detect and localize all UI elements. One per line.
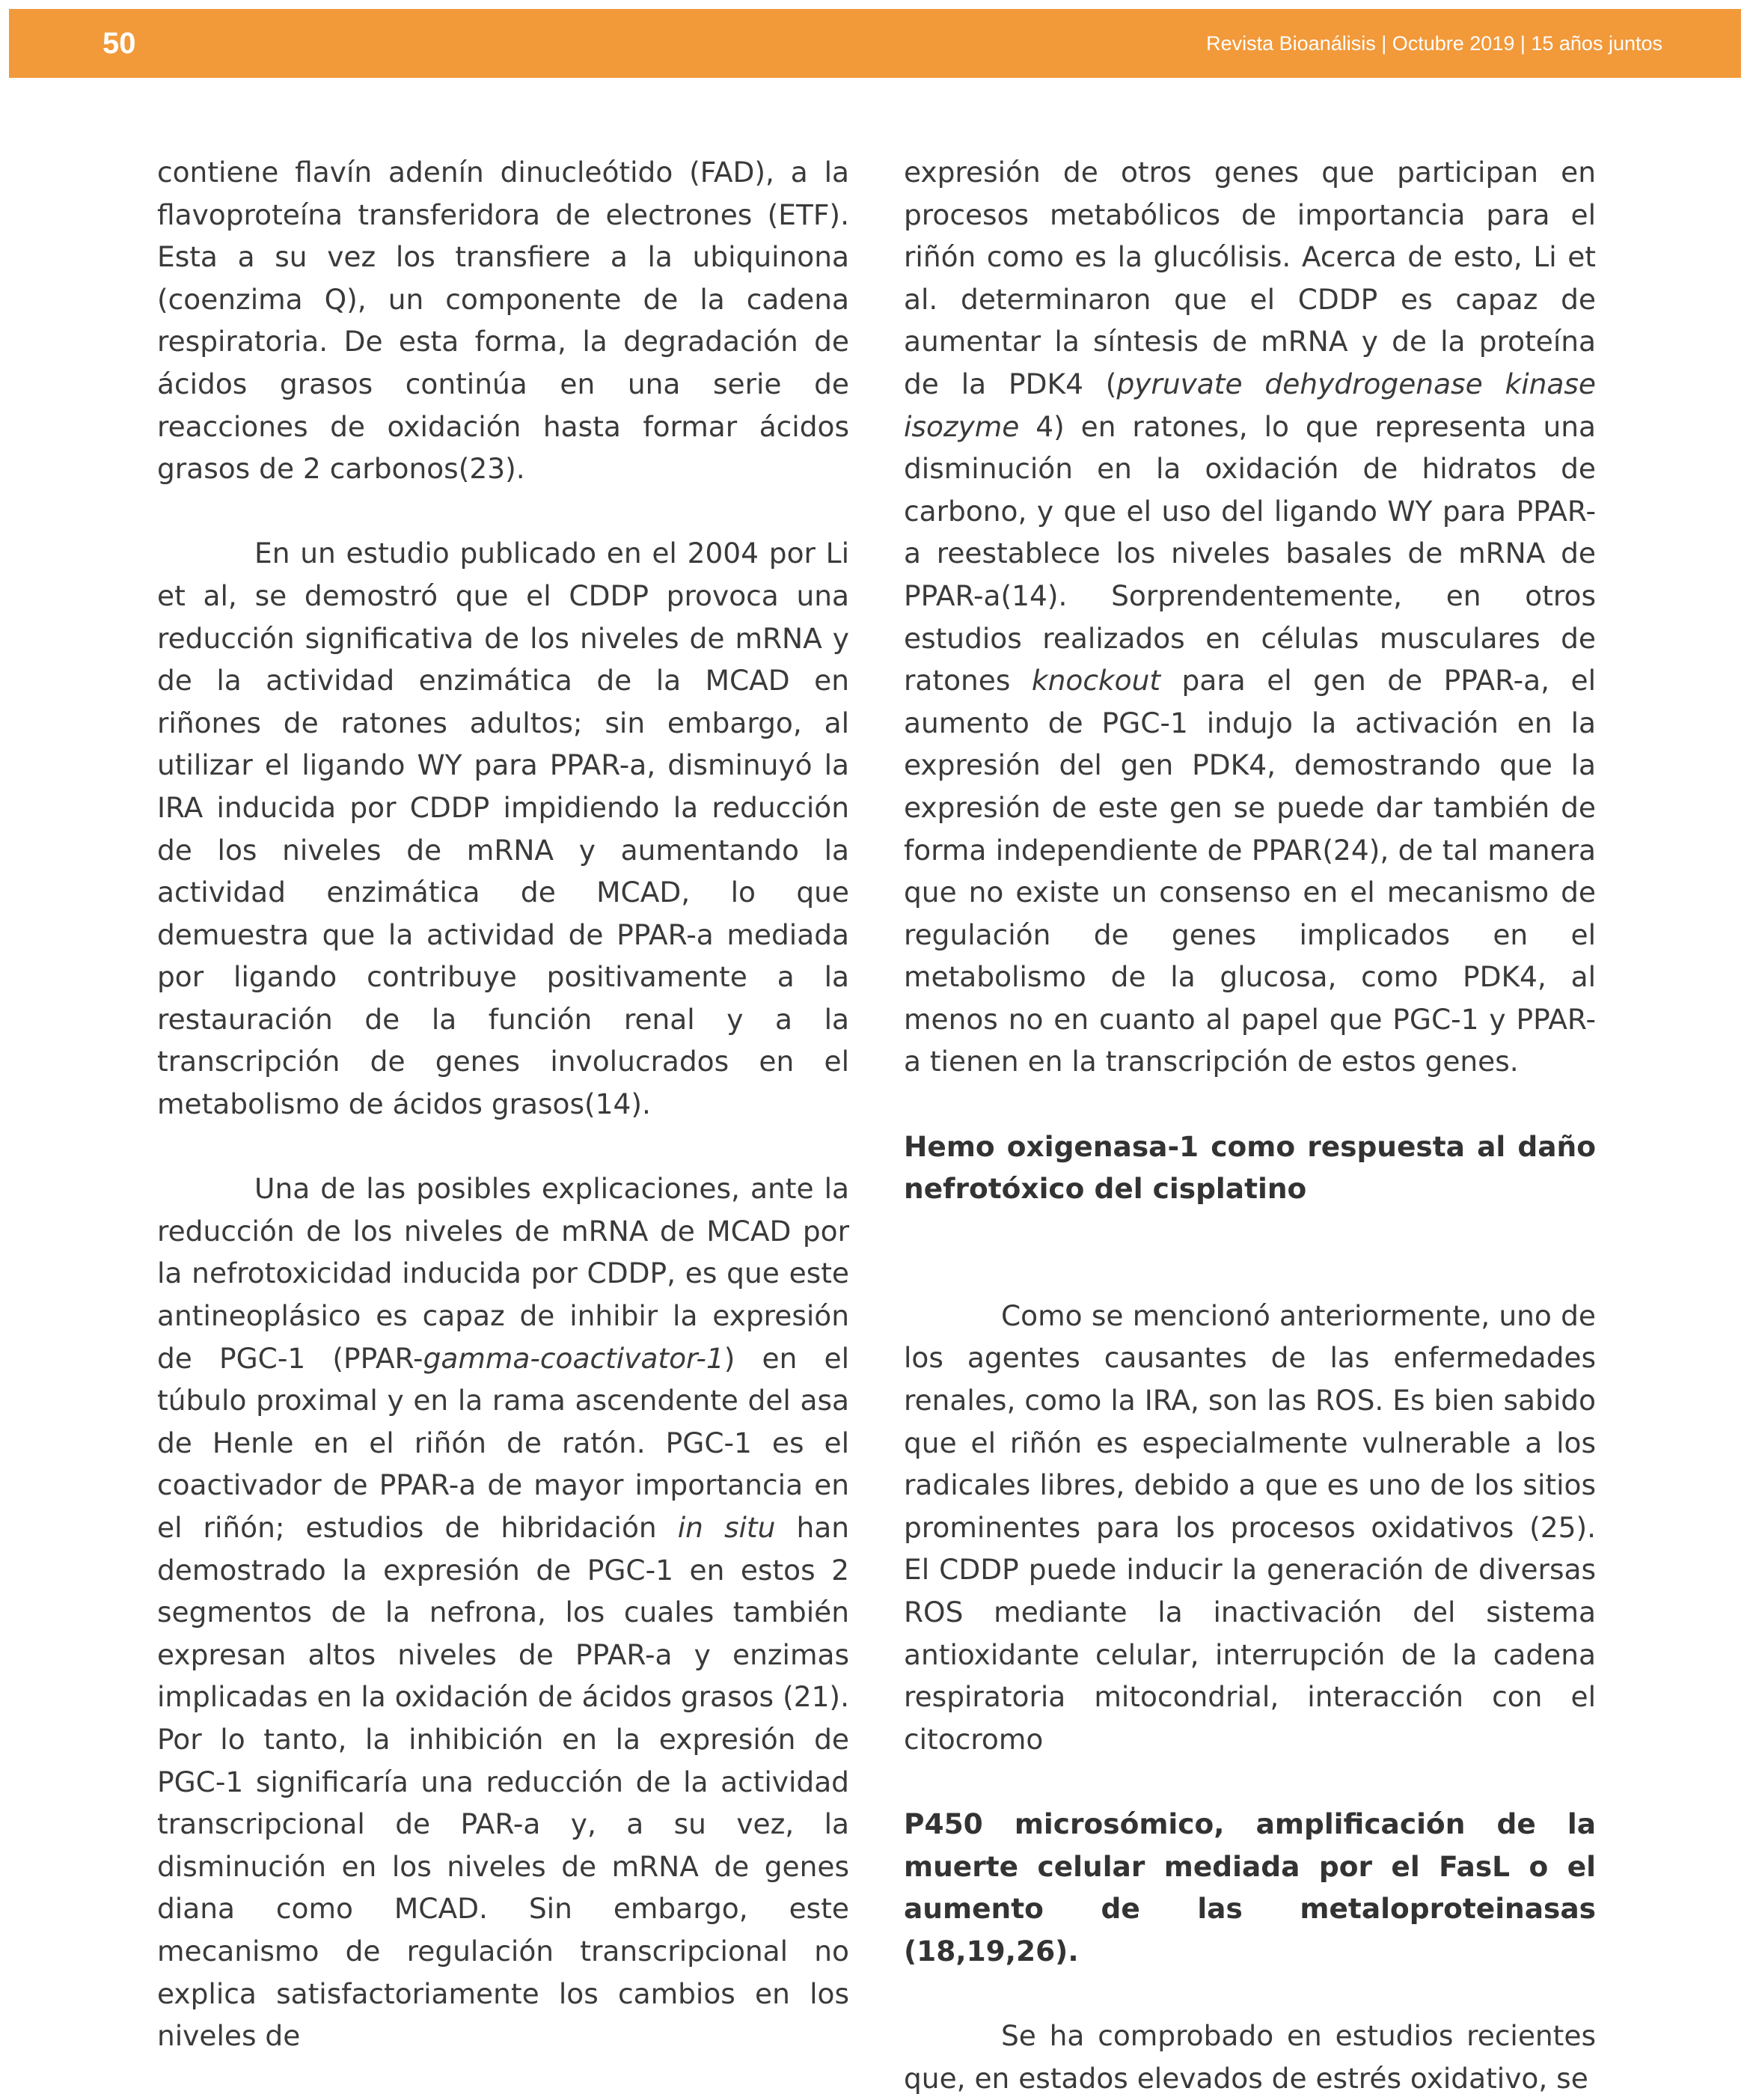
text-run: han demostrado la expresión de PGC-1 en estos 2 segmentos de la nefrona, los cuales también expresan altos niveles de PPAR-a y enzimas implicadas en la oxidación de ácidos grasos (21). Por lo tanto, la inhibición en la expresión de PGC-1 significaría una reducción de la actividad transcripcional de PAR-a y, a su vez, la disminución en los niveles de mRNA de genes diana como MCAD. Sin embargo, este mecanismo de regulación transcripcional no explica satisfactoriamente los cambios en los niveles de	[157, 1511, 849, 2053]
text-run: Una de las posibles explicaciones, ante la reducción de los niveles de mRNA de MCAD por la nefrotoxicidad inducida por CDDP, es que este antineoplásico es capaz de inhibir la expresión de PGC-1 (PPAR-	[157, 1172, 849, 1375]
paragraph: En un estudio publicado en el 2004 por Li et al, se demostró que el CDDP provoca una reducción significativa de los niveles de mRNA y de la actividad enzimática de la MCAD en riñones de ratones adultos; sin embargo, al utilizar el ligando WY para PPAR-a, disminuyó la IRA inducida por CDDP impidiendo la reducción de los niveles de mRNA y aumentando la actividad enzimática de MCAD, lo que demuestra que la actividad de PPAR-a mediada por ligando contribuye positivamente a la restauración de la función renal y a la transcripción de genes involucrados en el metabolismo de ácidos grasos(14).	[157, 537, 849, 1121]
italic-term: knockout	[1031, 664, 1161, 698]
text-run: expresión de otros genes que participan en procesos metabólicos de importancia para el riñón como es la glucólisis. Acerca de esto, Li et al. determinaron que el CDDP es capaz de aumentar la síntesis de mRNA y de la proteína de la PDK4 (	[904, 156, 1596, 400]
text-run: para el gen de PPAR-a, el aumento de PGC-1 indujo la activación en la expresión del gen PDK4, demostrando que la expresión de este gen se puede dar también de forma independiente de PPAR(24), de tal manera que no existe un consenso en el mecanismo de regulación de genes implicados en el metabolismo de la glucosa, como PDK4, al menos no en cuanto al papel que PGC-1 y PPAR-a tienen en la transcripción de estos genes.	[904, 664, 1596, 1078]
section-heading: Hemo oxigenasa-1 como respuesta al daño nefrotóxico del cisplatino	[904, 1129, 1596, 1206]
section-heading: P450 microsómico, amplificación de la muerte celular mediada por el FasL o el aumento de las metaloproteinasas (18,19,26).	[904, 1807, 1596, 1968]
text-run: 4) en ratones, lo que representa una disminución en la oxidación de hidratos de carbono, y que el uso del ligando WY para PPAR-a reestablece los niveles basales de mRNA de PPAR-a(14). Sorprendentemente, en otros estudios realizados en células musculares de ratones	[904, 409, 1596, 698]
italic-term: gamma-coactivator-1	[423, 1341, 724, 1375]
italic-term: pyruvate dehydrogenase kinase isozyme	[904, 367, 1597, 443]
header-bar	[9, 9, 1741, 78]
page-number: 50	[103, 27, 136, 60]
text-run: ) en el túbulo proximal y en la rama ascendente del asa de Henle en el riñón de ratón. PGC-1 es el coactivador de PPAR-a de mayor importancia en el riñón; estudios de hibridación	[157, 1341, 849, 1544]
italic-term: in situ	[677, 1511, 776, 1544]
paragraph	[904, 151, 1596, 1083]
paragraph: Se ha comprobado en estudios recientes que, en estados elevados de estrés oxidativo, se	[904, 2018, 1596, 2095]
paragraph	[157, 1167, 849, 2057]
left-column	[157, 151, 849, 2057]
paragraph: contiene flavín adenín dinucleótido (FAD), a la flavoproteína transferidora de electrones (ETF). Esta a su vez los transfiere a la ubiquinona (coenzima Q), un componente de la cadena respiratoria. De esta forma, la degradación de ácidos grasos continúa en una serie de reacciones de oxidación hasta formar ácidos grasos de 2 carbonos(23).	[157, 156, 849, 486]
right-column	[904, 151, 1596, 2099]
paragraph: Como se mencionó anteriormente, uno de los agentes causantes de las enfermedades renales, como la IRA, son las ROS. Es bien sabido que el riñón es especialmente vulnerable a los radicales libres, debido a que es uno de los sitios prominentes para los procesos oxidativos (25). El CDDP puede inducir la generación de diversas ROS mediante la inactivación del sistema antioxidante celular, interrupción de la cadena respiratoria mitocondrial, interacción con el citocromo	[904, 1298, 1596, 1756]
running-head: Revista Bioanálisis | Octubre 2019 | 15 años juntos	[1206, 32, 1662, 55]
